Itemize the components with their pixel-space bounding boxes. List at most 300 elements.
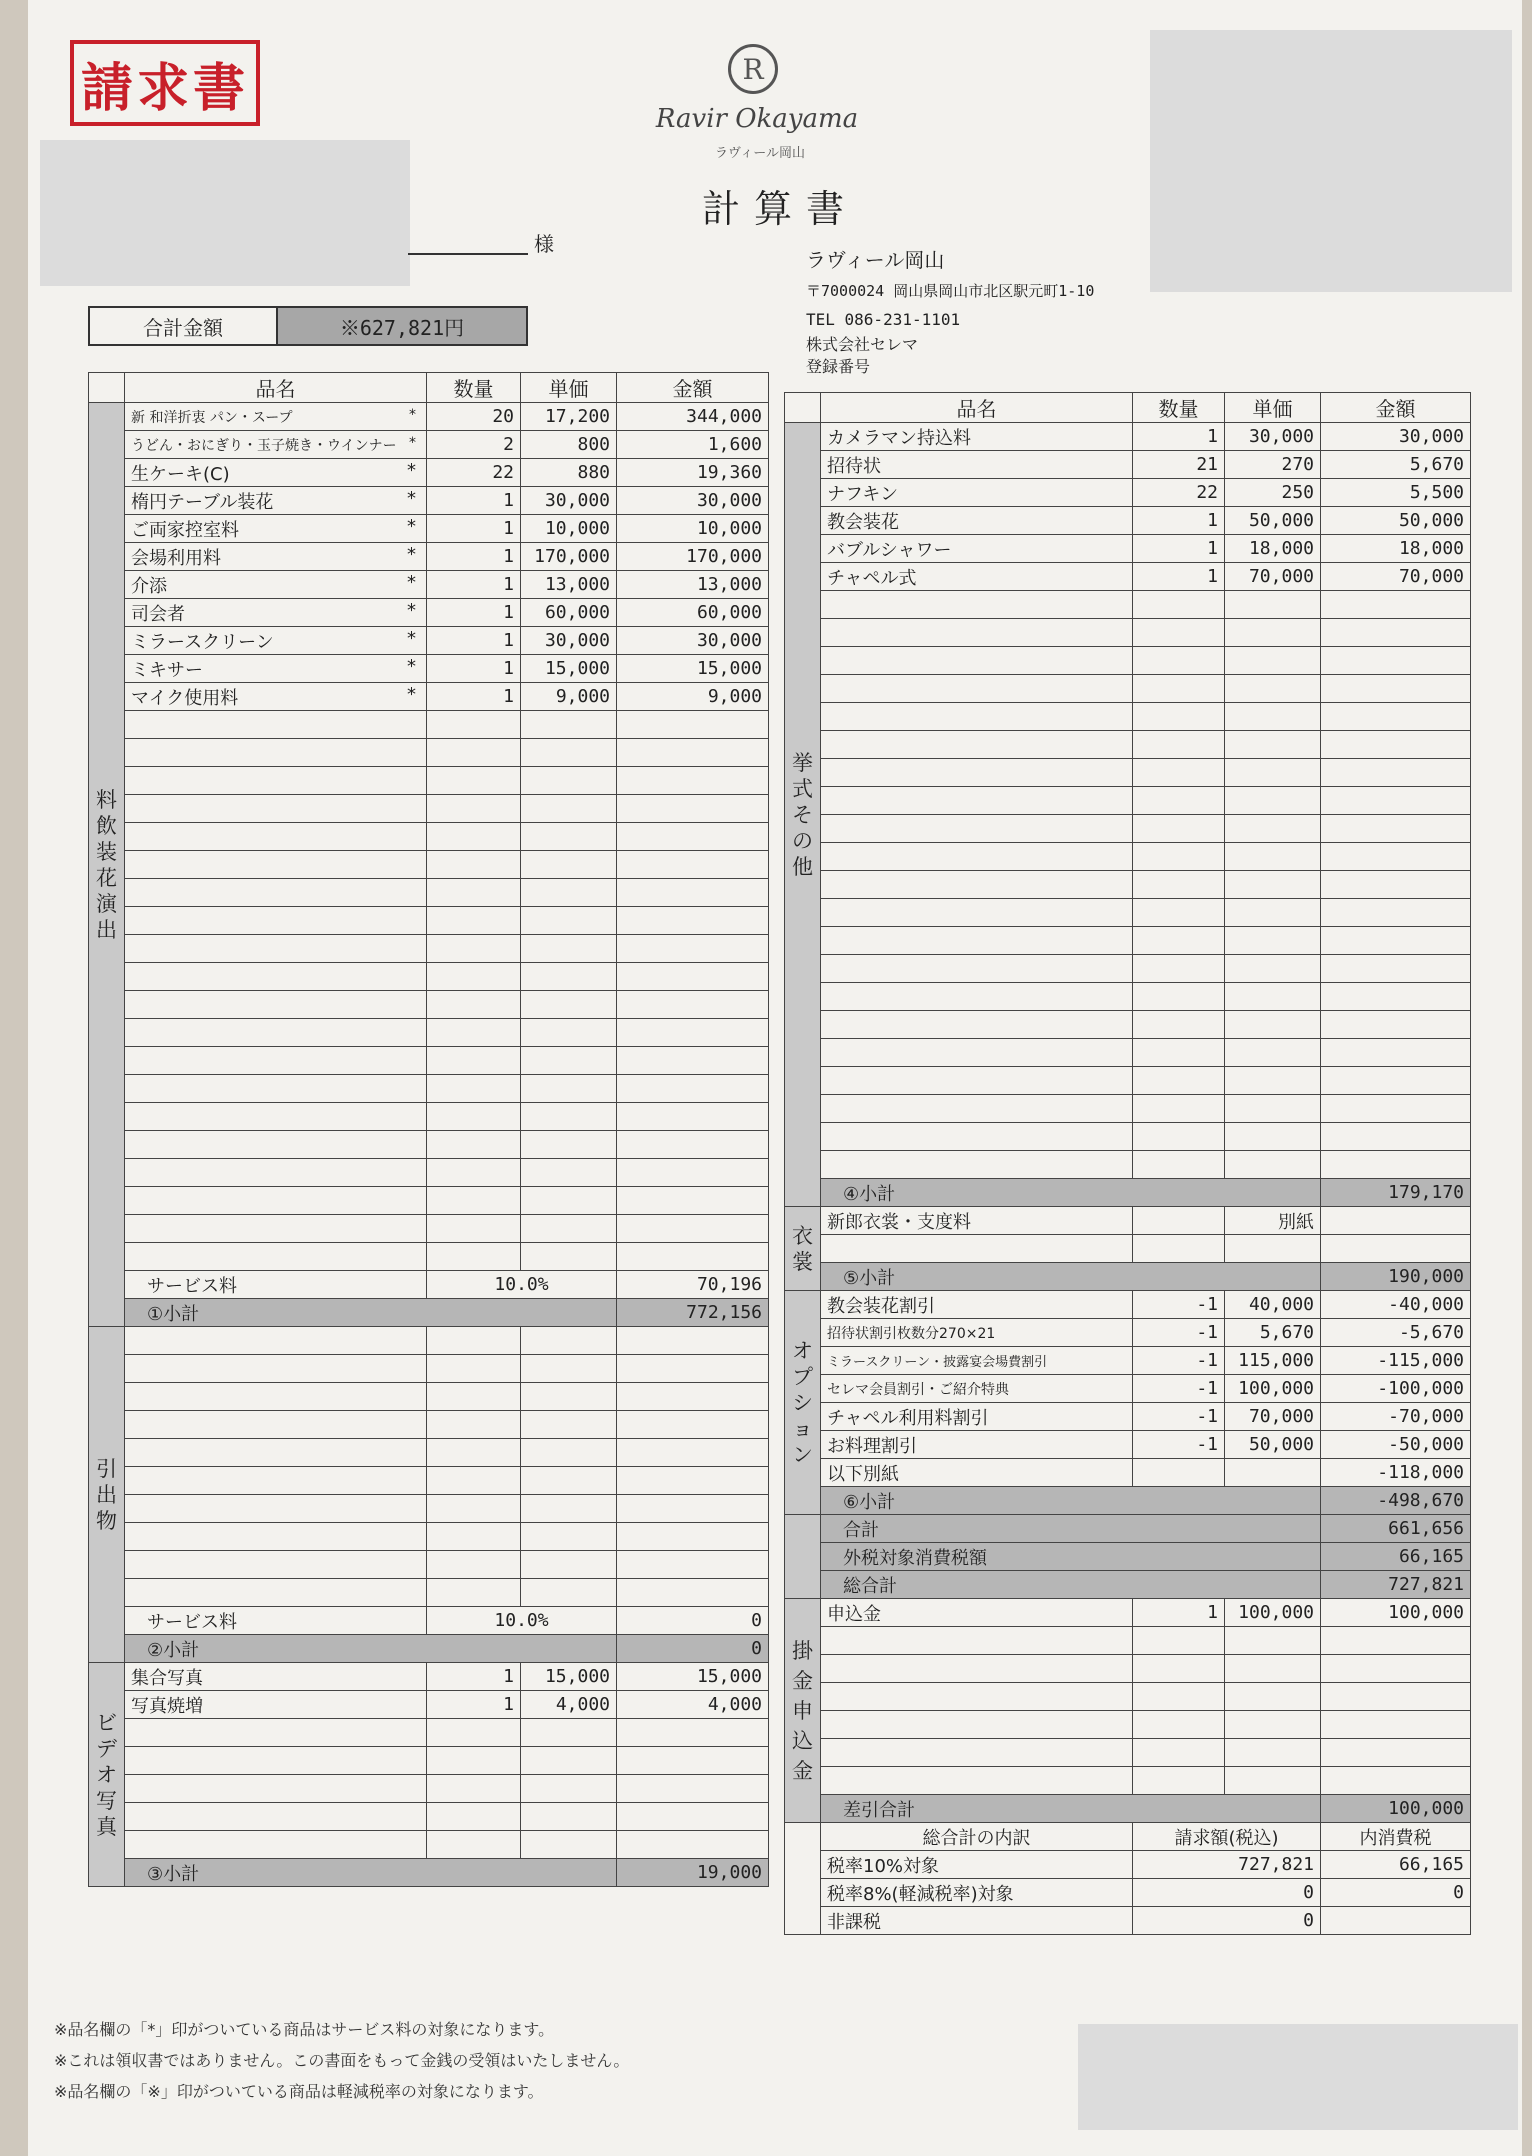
totals-label: 合計 — [821, 1515, 1321, 1543]
empty-cell — [1225, 703, 1321, 731]
empty-cell — [1133, 871, 1225, 899]
empty-cell — [1133, 787, 1225, 815]
subtotal-row — [785, 1179, 1471, 1207]
service-row — [89, 1607, 769, 1635]
empty-cell — [125, 1159, 427, 1187]
empty-cell — [427, 851, 521, 879]
empty-cell — [1225, 1655, 1321, 1683]
table-row — [89, 767, 769, 795]
total-amount-box — [88, 306, 528, 346]
table-row — [89, 1131, 769, 1159]
item-unit: 100,000 — [1225, 1375, 1321, 1403]
item-name-text: ミキサー — [131, 659, 203, 681]
table-row — [89, 515, 769, 543]
subtotal-amount: 179,170 — [1321, 1179, 1471, 1207]
empty-cell — [617, 907, 769, 935]
table-row — [785, 1319, 1471, 1347]
empty-cell — [1321, 843, 1471, 871]
empty-cell — [1133, 927, 1225, 955]
empty-cell — [1321, 731, 1471, 759]
company-address: 〒7000024 岡山県岡山市北区駅元町1-10 — [806, 282, 1095, 300]
table-row — [785, 1235, 1471, 1263]
table-row — [785, 1627, 1471, 1655]
item-name-text: 招待状 — [827, 455, 881, 477]
table-row — [89, 739, 769, 767]
note-1: ※品名欄の「*」印がついている商品はサービス料の対象になります。 — [54, 2020, 555, 2039]
table-row — [785, 1095, 1471, 1123]
empty-cell — [617, 1495, 769, 1523]
empty-cell — [1321, 1067, 1471, 1095]
empty-cell — [617, 1467, 769, 1495]
empty-cell — [125, 1131, 427, 1159]
item-qty: 1 — [427, 655, 521, 683]
empty-cell — [617, 879, 769, 907]
empty-cell — [821, 1683, 1133, 1711]
empty-cell — [1133, 1627, 1225, 1655]
empty-cell — [617, 767, 769, 795]
table-row — [785, 927, 1471, 955]
item-qty: 1 — [427, 599, 521, 627]
empty-cell — [521, 767, 617, 795]
item-name-text: 教会装花割引 — [827, 1295, 935, 1317]
table-row — [89, 1243, 769, 1271]
section-label-food — [89, 403, 125, 1327]
table-row — [89, 1663, 769, 1691]
item-qty: 2 — [427, 431, 521, 459]
breakdown-row — [785, 1879, 1471, 1907]
table-row — [785, 1123, 1471, 1151]
header-amount: 金額 — [1321, 393, 1471, 423]
empty-cell — [521, 1775, 617, 1803]
table-row — [89, 1355, 769, 1383]
left-header-row — [89, 373, 769, 403]
table-row — [89, 879, 769, 907]
right-items-table — [784, 392, 1471, 1935]
table-row — [89, 1719, 769, 1747]
table-row — [89, 1187, 769, 1215]
empty-cell — [1133, 703, 1225, 731]
item-amount: 170,000 — [617, 543, 769, 571]
empty-cell — [125, 851, 427, 879]
header-spacer — [785, 393, 821, 423]
empty-cell — [521, 1103, 617, 1131]
empty-cell — [521, 907, 617, 935]
subtotal-amount: 0 — [617, 1635, 769, 1663]
section-label-gifts — [89, 1327, 125, 1663]
item-amount: 30,000 — [617, 487, 769, 515]
item-qty: 1 — [1133, 535, 1225, 563]
empty-cell — [521, 1719, 617, 1747]
empty-cell — [427, 907, 521, 935]
empty-cell — [1133, 1235, 1225, 1263]
empty-cell — [821, 1627, 1133, 1655]
table-row — [89, 963, 769, 991]
empty-cell — [821, 591, 1133, 619]
item-name-text: 以下別紙 — [827, 1463, 899, 1485]
item-name — [821, 1375, 1133, 1403]
table-row — [89, 1047, 769, 1075]
table-row — [89, 571, 769, 599]
empty-cell — [1225, 647, 1321, 675]
empty-cell — [427, 1775, 521, 1803]
empty-cell — [617, 935, 769, 963]
table-row — [89, 1411, 769, 1439]
table-row — [89, 1215, 769, 1243]
empty-cell — [821, 731, 1133, 759]
table-row — [89, 1495, 769, 1523]
item-unit: 9,000 — [521, 683, 617, 711]
table-row — [785, 451, 1471, 479]
item-qty: 22 — [427, 459, 521, 487]
empty-cell — [821, 899, 1133, 927]
item-name-text: 写真焼増 — [131, 1695, 203, 1717]
empty-cell — [1133, 1767, 1225, 1795]
item-unit: 800 — [521, 431, 617, 459]
empty-cell — [1321, 1655, 1471, 1683]
empty-cell — [125, 1355, 427, 1383]
company-registration: 登録番号 — [806, 357, 871, 376]
item-name — [125, 571, 427, 599]
empty-cell — [427, 1719, 521, 1747]
item-name — [125, 627, 427, 655]
item-unit: 5,670 — [1225, 1319, 1321, 1347]
table-row — [785, 871, 1471, 899]
company-tel: TEL 086-231-1101 — [806, 310, 961, 329]
empty-cell — [821, 1655, 1133, 1683]
service-mark: * — [407, 571, 416, 593]
table-row — [785, 1151, 1471, 1179]
item-amount: 30,000 — [617, 627, 769, 655]
empty-cell — [125, 991, 427, 1019]
table-row — [89, 655, 769, 683]
empty-cell — [521, 1327, 617, 1355]
totals-row — [785, 1571, 1471, 1599]
empty-cell — [125, 711, 427, 739]
item-name-text: 申込金 — [827, 1603, 881, 1625]
breakdown-tax — [1321, 1907, 1471, 1935]
empty-cell — [1225, 619, 1321, 647]
section-label-costume — [785, 1207, 821, 1291]
item-qty: -1 — [1133, 1347, 1225, 1375]
empty-cell — [1133, 1655, 1225, 1683]
empty-cell — [427, 1747, 521, 1775]
section-label-text: 挙式その他 — [792, 750, 813, 879]
empty-cell — [521, 851, 617, 879]
empty-cell — [1133, 619, 1225, 647]
empty-cell — [1133, 731, 1225, 759]
empty-cell — [617, 1523, 769, 1551]
item-unit: 15,000 — [521, 655, 617, 683]
empty-cell — [617, 795, 769, 823]
empty-cell — [125, 963, 427, 991]
breakdown-label: 税率8%(軽減税率)対象 — [821, 1879, 1133, 1907]
item-amount: -50,000 — [1321, 1431, 1471, 1459]
service-mark: * — [407, 515, 416, 537]
empty-cell — [125, 1019, 427, 1047]
right-header-row — [785, 393, 1471, 423]
empty-cell — [427, 1019, 521, 1047]
item-amount: -100,000 — [1321, 1375, 1471, 1403]
item-unit: 170,000 — [521, 543, 617, 571]
item-name-text: チャペル式 — [827, 567, 917, 589]
empty-cell — [427, 1439, 521, 1467]
empty-cell — [617, 1803, 769, 1831]
item-unit: 50,000 — [1225, 1431, 1321, 1459]
empty-cell — [427, 1523, 521, 1551]
item-name-text: 楕円テーブル装花 — [131, 491, 274, 513]
table-row — [785, 1403, 1471, 1431]
empty-cell — [1321, 1683, 1471, 1711]
empty-cell — [821, 871, 1133, 899]
empty-cell — [1133, 815, 1225, 843]
table-row — [89, 1691, 769, 1719]
table-row — [89, 1579, 769, 1607]
empty-cell — [427, 739, 521, 767]
customer-suffix: 様 — [534, 232, 554, 256]
empty-cell — [617, 1551, 769, 1579]
document-title: 計算書 — [701, 187, 858, 231]
brand-name: Ravir Okayama — [655, 104, 859, 134]
empty-cell — [125, 1495, 427, 1523]
empty-cell — [1225, 1039, 1321, 1067]
redacted-header-right — [1150, 30, 1512, 292]
empty-cell — [1321, 647, 1471, 675]
item-amount: 13,000 — [617, 571, 769, 599]
empty-cell — [1133, 1067, 1225, 1095]
empty-cell — [617, 991, 769, 1019]
item-name — [125, 543, 427, 571]
empty-cell — [521, 991, 617, 1019]
table-row — [785, 843, 1471, 871]
item-amount: 18,000 — [1321, 535, 1471, 563]
item-name — [821, 1599, 1133, 1627]
breakdown-row — [785, 1907, 1471, 1935]
breakdown-label: 税率10%対象 — [821, 1851, 1133, 1879]
table-row — [89, 683, 769, 711]
item-unit: 40,000 — [1225, 1291, 1321, 1319]
service-rate: 10.0% — [427, 1607, 617, 1635]
empty-cell — [1321, 675, 1471, 703]
header-amount: 金額 — [617, 373, 769, 403]
table-row — [89, 1831, 769, 1859]
subtotal-amount: 190,000 — [1321, 1263, 1471, 1291]
empty-cell — [521, 1803, 617, 1831]
empty-cell — [1225, 1683, 1321, 1711]
item-unit: 250 — [1225, 479, 1321, 507]
item-unit: 70,000 — [1225, 563, 1321, 591]
header-qty: 数量 — [1133, 393, 1225, 423]
empty-cell — [617, 1243, 769, 1271]
empty-cell — [617, 711, 769, 739]
empty-cell — [1133, 1039, 1225, 1067]
table-row — [785, 1739, 1471, 1767]
empty-cell — [617, 1775, 769, 1803]
item-qty: -1 — [1133, 1403, 1225, 1431]
table-row — [89, 823, 769, 851]
empty-cell — [617, 1159, 769, 1187]
empty-cell — [521, 1523, 617, 1551]
customer-name-line — [408, 253, 528, 255]
item-amount: 100,000 — [1321, 1599, 1471, 1627]
item-qty: 21 — [1133, 451, 1225, 479]
item-name — [125, 1691, 427, 1719]
item-name-text: 司会者 — [131, 603, 185, 625]
item-amount: -115,000 — [1321, 1347, 1471, 1375]
empty-cell — [1225, 815, 1321, 843]
empty-cell — [427, 1159, 521, 1187]
empty-cell — [125, 1579, 427, 1607]
item-qty: 1 — [1133, 423, 1225, 451]
empty-cell — [1321, 703, 1471, 731]
table-row — [785, 1711, 1471, 1739]
item-qty — [1133, 1459, 1225, 1487]
empty-cell — [125, 907, 427, 935]
item-amount: 70,000 — [1321, 563, 1471, 591]
empty-cell — [125, 1467, 427, 1495]
item-unit: 50,000 — [1225, 507, 1321, 535]
item-name-text: 生ケーキ(C) — [131, 463, 230, 485]
empty-cell — [1225, 787, 1321, 815]
item-unit: 17,200 — [521, 403, 617, 431]
empty-cell — [1321, 591, 1471, 619]
empty-cell — [521, 1159, 617, 1187]
empty-cell — [1225, 675, 1321, 703]
table-row — [89, 1775, 769, 1803]
empty-cell — [1321, 1011, 1471, 1039]
item-name-text: 集合写真 — [131, 1667, 203, 1689]
table-row — [785, 619, 1471, 647]
empty-cell — [1133, 843, 1225, 871]
service-mark: * — [407, 487, 416, 509]
empty-cell — [1321, 1739, 1471, 1767]
service-mark: * — [407, 627, 416, 649]
empty-cell — [521, 1551, 617, 1579]
totals-label: 外税対象消費税額 — [821, 1543, 1321, 1571]
item-amount — [1321, 1207, 1471, 1235]
table-row — [89, 1159, 769, 1187]
table-row — [785, 563, 1471, 591]
empty-cell — [1321, 955, 1471, 983]
empty-cell — [821, 983, 1133, 1011]
empty-cell — [521, 1131, 617, 1159]
item-qty: -1 — [1133, 1431, 1225, 1459]
item-name — [821, 451, 1133, 479]
item-qty: 1 — [1133, 1599, 1225, 1627]
empty-cell — [821, 1739, 1133, 1767]
empty-cell — [427, 1047, 521, 1075]
empty-cell — [1133, 1711, 1225, 1739]
empty-cell — [125, 795, 427, 823]
empty-cell — [125, 1187, 427, 1215]
item-name — [821, 1319, 1133, 1347]
empty-cell — [617, 1831, 769, 1859]
empty-cell — [1225, 1739, 1321, 1767]
empty-cell — [427, 1131, 521, 1159]
item-name — [821, 1431, 1133, 1459]
empty-cell — [427, 711, 521, 739]
item-unit: 30,000 — [521, 487, 617, 515]
empty-cell — [821, 647, 1133, 675]
breakdown-tax: 0 — [1321, 1879, 1471, 1907]
table-row — [89, 543, 769, 571]
empty-cell — [821, 815, 1133, 843]
table-row — [785, 647, 1471, 675]
header-qty: 数量 — [427, 373, 521, 403]
item-name-text: ナフキン — [827, 483, 899, 505]
item-name — [821, 535, 1133, 563]
empty-cell — [821, 927, 1133, 955]
table-row — [785, 1431, 1471, 1459]
empty-cell — [1225, 731, 1321, 759]
item-qty: 1 — [427, 487, 521, 515]
table-row — [785, 703, 1471, 731]
item-unit — [1225, 1459, 1321, 1487]
table-row — [89, 711, 769, 739]
empty-cell — [1321, 787, 1471, 815]
empty-cell — [521, 1243, 617, 1271]
item-amount: 15,000 — [617, 655, 769, 683]
table-row — [89, 991, 769, 1019]
service-mark: * — [407, 459, 416, 481]
table-row — [89, 1467, 769, 1495]
breakdown-amount: 727,821 — [1133, 1851, 1321, 1879]
empty-cell — [1225, 1627, 1321, 1655]
item-unit: 4,000 — [521, 1691, 617, 1719]
item-name-text: お料理割引 — [827, 1435, 917, 1457]
service-mark: * — [407, 599, 416, 621]
empty-cell — [125, 1551, 427, 1579]
item-unit: 10,000 — [521, 515, 617, 543]
empty-cell — [1225, 983, 1321, 1011]
empty-cell — [125, 1775, 427, 1803]
table-row — [785, 983, 1471, 1011]
empty-cell — [821, 675, 1133, 703]
empty-cell — [821, 1767, 1133, 1795]
item-name-text: 招待状割引枚数分270×21 — [827, 1325, 996, 1342]
item-amount: 9,000 — [617, 683, 769, 711]
invoice-stamp: 請求書 — [70, 40, 260, 126]
brand-kana: ラヴィール岡山 — [715, 146, 805, 161]
item-name-text: カメラマン持込料 — [827, 427, 971, 449]
subtotal-row — [89, 1635, 769, 1663]
item-name — [125, 459, 427, 487]
empty-cell — [125, 1719, 427, 1747]
empty-cell — [427, 1243, 521, 1271]
empty-cell — [617, 1355, 769, 1383]
table-row — [785, 759, 1471, 787]
table-row — [89, 431, 769, 459]
table-row — [785, 479, 1471, 507]
empty-cell — [617, 1411, 769, 1439]
empty-cell — [125, 823, 427, 851]
table-row — [89, 599, 769, 627]
empty-cell — [125, 1327, 427, 1355]
table-row — [785, 815, 1471, 843]
empty-cell — [427, 1803, 521, 1831]
table-row — [785, 1375, 1471, 1403]
empty-cell — [617, 1131, 769, 1159]
table-row — [89, 935, 769, 963]
empty-cell — [521, 795, 617, 823]
item-name-text: ミラースクリーン・披露宴会場費割引 — [827, 1355, 1048, 1370]
table-row — [89, 459, 769, 487]
empty-cell — [125, 1103, 427, 1131]
empty-cell — [521, 1355, 617, 1383]
empty-cell — [521, 1439, 617, 1467]
breakdown-h2: 請求額(税込) — [1133, 1823, 1321, 1851]
item-name: 新郎衣裳・支度料 — [821, 1207, 1133, 1235]
empty-cell — [821, 1123, 1133, 1151]
